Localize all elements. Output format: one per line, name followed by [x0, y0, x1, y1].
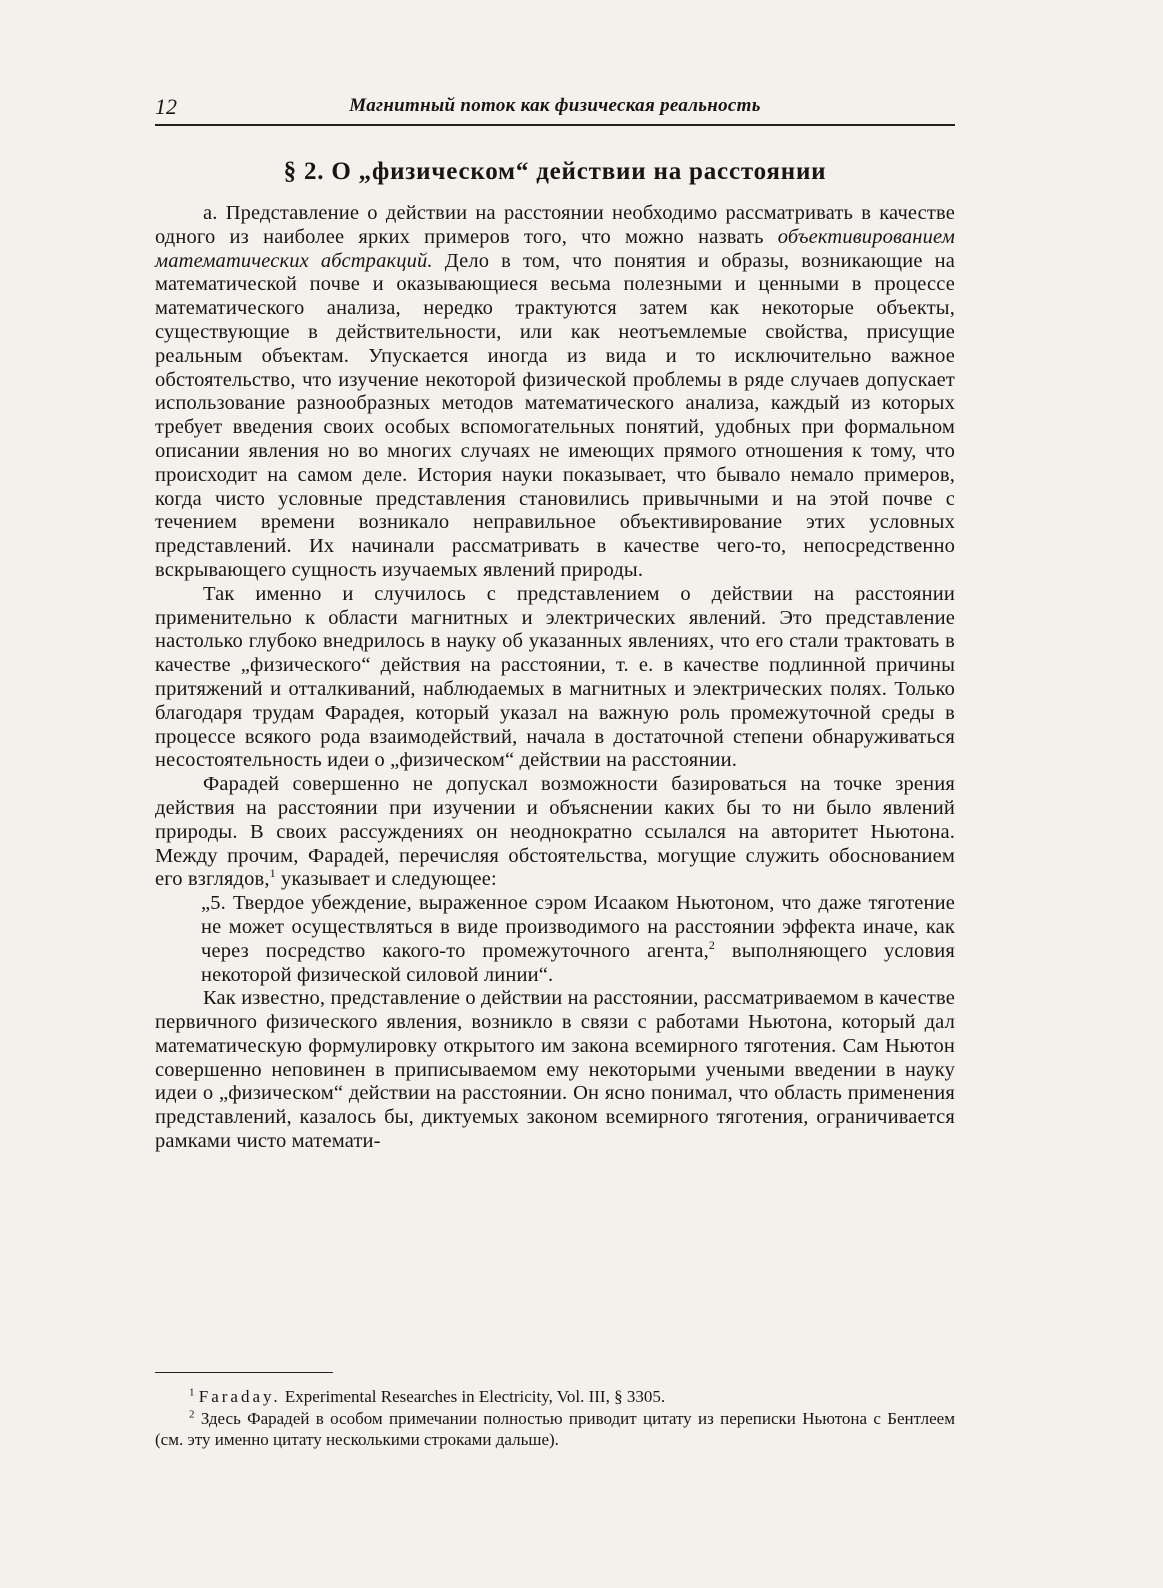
- footnotes: [155, 1386, 955, 1451]
- running-title: Магнитный поток как физическая реальность: [349, 95, 761, 116]
- footnote-1-author: Faraday.: [198, 1387, 281, 1406]
- paragraph-4: Как известно, представление о действии на расстоянии, рассматриваемом в качестве первичного физического явления, возникло в связи с работами Ньютона, который дал математическую формулировку открытого им закона всемирного тяготения. Сам Ньютон совершенно неповинен в приписываемом ему некоторыми учеными введении в науку идеи о „физическом“ действии на расстоянии. Он ясно понимал, что область применения представлений, казалось бы, диктуемых законом всемирного тяготения, ограничивается рамками чисто математи-: [155, 987, 955, 1153]
- footnote-2: [155, 1408, 955, 1451]
- page-number: 12: [155, 94, 177, 119]
- section-title: § 2. О „физическом“ действии на расстоянии: [283, 158, 827, 185]
- paragraph-1-start: а. Представление о действии на расстоянии необходимо рассматривать в качестве одного из наиболее ярких примеров того, что можно назвать: [155, 202, 955, 248]
- footnote-1: [155, 1386, 955, 1408]
- newton-quote: [201, 892, 955, 987]
- paragraph-1-emphasis: объективированием математических абстракций.: [155, 225, 955, 272]
- footnote-ref-1[interactable]: 1: [269, 866, 276, 881]
- paragraph-3-start: Фарадей совершенно не допускал возможности базироваться на точке зрения действия на расстоянии при изучении и объяснении каких бы то ни было явлений природы. В своих рассуждениях он неоднократно ссылался на авторитет Ньютона. Между прочим, Фарадей, перечисляя обстоятельства, могущие служить обоснованием его взглядов,: [155, 773, 955, 891]
- footnote-2-marker: 2: [189, 1407, 195, 1420]
- footnote-divider: [155, 1372, 333, 1373]
- footnote-1-marker: 1: [189, 1386, 195, 1399]
- footnote-2-text: Здесь Фарадей в особом примечании полностью приводит цитату из переписки Ньютона с Бентлеем (см. эту именно цитату несколькими строками дальше).: [155, 1408, 955, 1449]
- quote-start: „5. Твердое убеждение, выраженное сэром Исааком Ньютоном, что даже тяготение не может осуществляться в виде производимого на расстоянии эффекта иначе, как через посредство какого-то промежуточного агента,: [201, 892, 955, 962]
- body-text: [155, 202, 955, 1154]
- paragraph-3: [155, 773, 955, 892]
- quote-end: выполняющего условия некоторой физической силовой линии“.: [201, 939, 955, 986]
- paragraph-2: Так именно и случилось с представлением о действии на расстоянии применительно к области магнитных и электрических явлений. Это представление настолько глубоко внедрилось в науку об указанных явлениях, что его стали трактовать в качестве „физического“ действия на расстоянии, т. е. в качестве подлинной причины притяжений и отталкиваний, наблюдаемых в магнитных и электрических полях. Только благодаря трудам Фарадея, который указал на важную роль промежуточной среды в процессе всякого рода взаимодействий, начала в достаточной степени обнаруживаться несостоятельность идеи о „физическом“ действии на расстоянии.: [155, 582, 955, 772]
- paragraph-3-end: указывает и следующее:: [275, 868, 497, 891]
- footnote-1-text: Experimental Researches in Electricity, Vol. III, § 3305.: [280, 1387, 666, 1406]
- footnote-ref-2[interactable]: 2: [708, 937, 716, 952]
- paragraph-1-end: Дело в том, что понятия и образы, возникающие на математической почве и оказывающиеся весьма полезными и ценными в процессе математического анализа, нередко трактуются затем как некоторые объекты, существующие в действительности, или как неотъемлемые свойства, присущие реальным объектам. Упускается иногда из вида и то исключительно важное обстоятельство, что изучение некоторой физической проблемы в ряде случаев допускает использование разнообразных методов математического анализа, каждый из которых требует введения своих особых вспомогательных понятий, удобных при формальном описании явления но во многих случаях не имеющих прямого отношения к тому, что происходит на самом деле. История науки показывает, что бывало немало примеров, когда чисто условные представления становились привычными и на этой почве с течением времени возникало неправильное объективирование этих условных представлений. Их начинали рассматривать в качестве чего-то, непосредственно вскрывающего сущность изучаемых явлений природы.: [155, 249, 955, 581]
- running-head: [155, 90, 955, 126]
- paragraph-1: [155, 202, 955, 583]
